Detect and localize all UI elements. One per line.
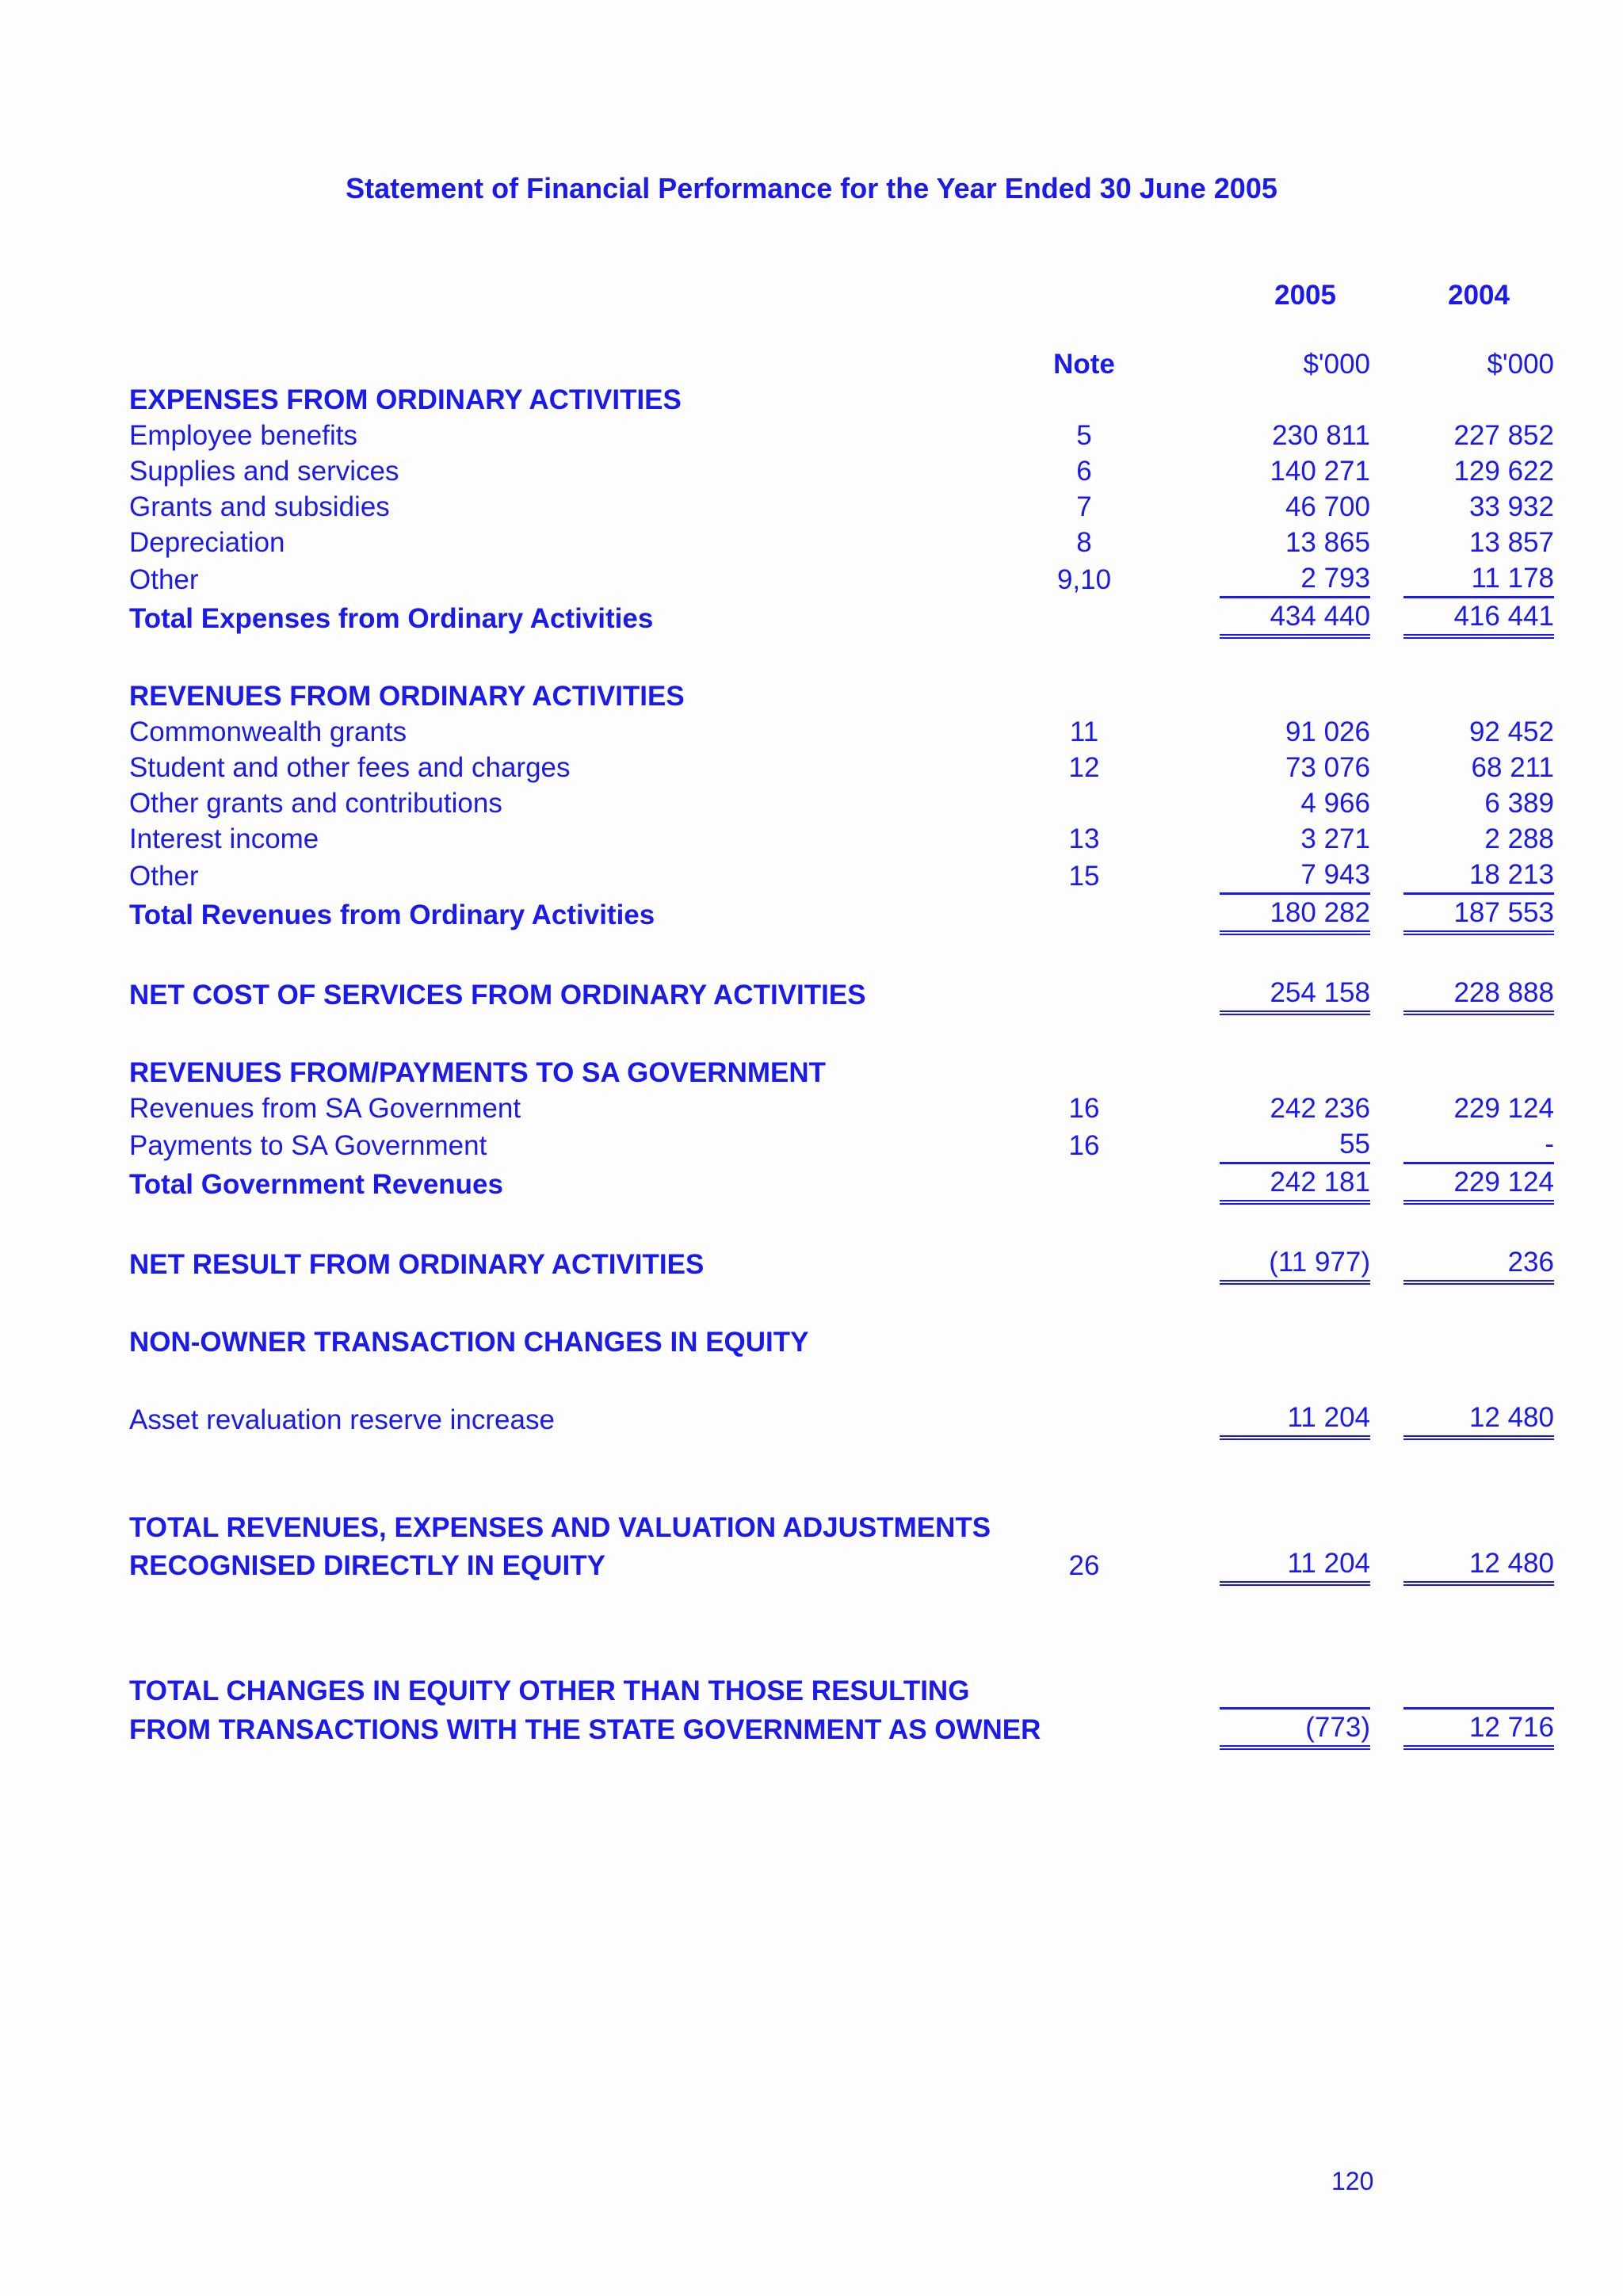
expenses-heading: EXPENSES FROM ORDINARY ACTIVITIES [129,384,682,415]
total-equity-row-line2 [129,1545,1554,1584]
unit-2005-header: $'000 [1303,349,1370,380]
total-changes-label-line2: FROM TRANSACTIONS WITH THE STATE GOVERNMENT AS OWNER [129,1714,1041,1745]
total-changes-label-line1: TOTAL CHANGES IN EQUITY OTHER THAN THOSE RESULTING [129,1675,970,1706]
row-label: Student and other fees and charges [129,752,571,783]
row-label: Grants and subsidies [129,491,390,522]
total-value-2004: 187 553 [1403,894,1554,934]
government-heading: REVENUES FROM/PAYMENTS TO SA GOVERNMENT [129,1057,826,1088]
row-note: 16 [1068,1129,1100,1161]
header-row [129,346,1554,382]
total-row [129,894,1554,934]
section-heading [129,382,1554,418]
table-row [129,560,1554,598]
net-result-value-2005: (11 977) [1220,1244,1370,1282]
table-row [129,1126,1554,1163]
row-value-2004: 92 452 [1468,716,1554,747]
table-row [129,714,1554,750]
row-note: 11 [1069,716,1099,747]
row-note: 13 [1068,823,1100,854]
total-row [129,598,1554,637]
financial-statement-table [129,346,1554,1750]
row-value-2004: 11 178 [1471,563,1554,594]
row-value-2005: 242 236 [1270,1093,1370,1124]
row-value-2004: 13 857 [1468,527,1554,558]
total-label: Total Revenues from Ordinary Activities [129,900,655,930]
row-label: Depreciation [129,527,285,558]
year-2005-header: 2005 [1274,280,1336,311]
row-note: 12 [1068,752,1100,783]
net-cost-label: NET COST OF SERVICES FROM ORDINARY ACTIVITIES [129,980,866,1010]
total-equity-note: 26 [1068,1550,1100,1581]
row-value-2004: 6 389 [1484,788,1554,819]
row-value-2005: 46 700 [1285,491,1370,522]
row-value-2005: 13 865 [1285,527,1370,558]
row-label: Interest income [129,823,319,854]
unit-2004-header: $'000 [1487,349,1554,380]
table-row [129,418,1554,453]
total-value-2005: 180 282 [1220,894,1370,934]
row-value-2005: 4 966 [1300,788,1370,819]
row-note: 9,10 [1056,563,1112,595]
row-value-2005: 55 [1339,1129,1370,1159]
row-note: 7 [1076,491,1092,522]
section-heading [129,1055,1554,1091]
row-value-2005: 2 793 [1300,563,1370,594]
total-row [129,1163,1554,1203]
total-equity-label-line1: TOTAL REVENUES, EXPENSES AND VALUATION ADJUSTMENTS [129,1512,991,1543]
page-number: 120 [1331,2167,1374,2195]
row-note: 15 [1068,860,1100,892]
row-value-2004: 33 932 [1468,491,1554,522]
net-result-row [129,1244,1554,1282]
total-value-2005: 434 440 [1220,598,1370,637]
row-label: Other [129,563,199,595]
total-equity-value-2004: 12 480 [1403,1545,1554,1584]
table-row [129,821,1554,857]
table-row [129,785,1554,821]
table-row [129,525,1554,560]
total-value-2005: 242 181 [1220,1163,1370,1203]
row-note: 6 [1076,456,1092,487]
asset-revaluation-value-2004: 12 480 [1403,1400,1554,1438]
table-row [129,489,1554,525]
row-label: Commonwealth grants [129,716,407,747]
row-label: Other grants and contributions [129,788,502,819]
row-note: 16 [1068,1093,1100,1124]
row-note [1041,785,1128,821]
row-value-2004: 129 622 [1453,456,1554,487]
row-note: 5 [1076,420,1092,451]
table-row [129,1091,1554,1126]
section-heading [129,1324,1554,1360]
row-value-2004: 68 211 [1471,752,1554,783]
row-label: Payments to SA Government [129,1129,487,1161]
section-heading [129,678,1554,714]
row-value-2004: 229 124 [1453,1093,1554,1124]
total-equity-label-line2: RECOGNISED DIRECTLY IN EQUITY [129,1550,605,1581]
total-label: Total Government Revenues [129,1169,503,1200]
total-equity-value-2005: 11 204 [1220,1545,1370,1584]
net-result-label: NET RESULT FROM ORDINARY ACTIVITIES [129,1249,705,1280]
total-label: Total Expenses from Ordinary Activities [129,603,654,634]
non-owner-heading: NON-OWNER TRANSACTION CHANGES IN EQUITY [129,1327,809,1358]
note-column-header: Note [1053,349,1115,380]
total-changes-row-line1 [129,1671,1554,1709]
row-value-2005: 140 271 [1270,456,1370,487]
row-value-2004: 2 288 [1484,823,1554,854]
row-value-2004: 18 213 [1468,859,1554,890]
net-cost-value-2005: 254 158 [1220,975,1370,1013]
row-value-2005: 73 076 [1285,752,1370,783]
asset-revaluation-value-2005: 11 204 [1220,1400,1370,1438]
row-label: Supplies and services [129,456,399,487]
table-row [129,1400,1554,1438]
row-value-2004: 227 852 [1453,420,1554,451]
row-label: Employee benefits [129,420,357,451]
net-result-value-2004: 236 [1403,1244,1554,1282]
total-value-2004: 229 124 [1403,1163,1554,1203]
row-note: 8 [1076,527,1092,558]
net-cost-row [129,975,1554,1013]
row-value-2005: 7 943 [1300,859,1370,890]
row-value-2005: 3 271 [1300,823,1370,854]
asset-revaluation-label: Asset revaluation reserve increase [129,1404,555,1435]
total-equity-row-line1 [129,1510,1554,1545]
total-changes-value-2005: (773) [1220,1709,1370,1748]
total-changes-value-2004: 12 716 [1403,1709,1554,1748]
row-value-2005: 230 811 [1272,420,1370,451]
row-label: Other [129,860,199,892]
net-cost-value-2004: 228 888 [1403,975,1554,1013]
statement-title: Statement of Financial Performance for the Year Ended 30 June 2005 [346,172,1277,204]
table-row [129,453,1554,489]
row-value-2005: 91 026 [1285,716,1370,747]
total-changes-row-line2 [129,1709,1554,1748]
total-value-2004: 416 441 [1403,598,1554,637]
year-2004-header: 2004 [1448,280,1510,311]
table-row [129,857,1554,894]
row-label: Revenues from SA Government [129,1093,521,1124]
row-value-2004: - [1545,1129,1554,1159]
table-row [129,750,1554,785]
revenues-heading: REVENUES FROM ORDINARY ACTIVITIES [129,681,685,712]
